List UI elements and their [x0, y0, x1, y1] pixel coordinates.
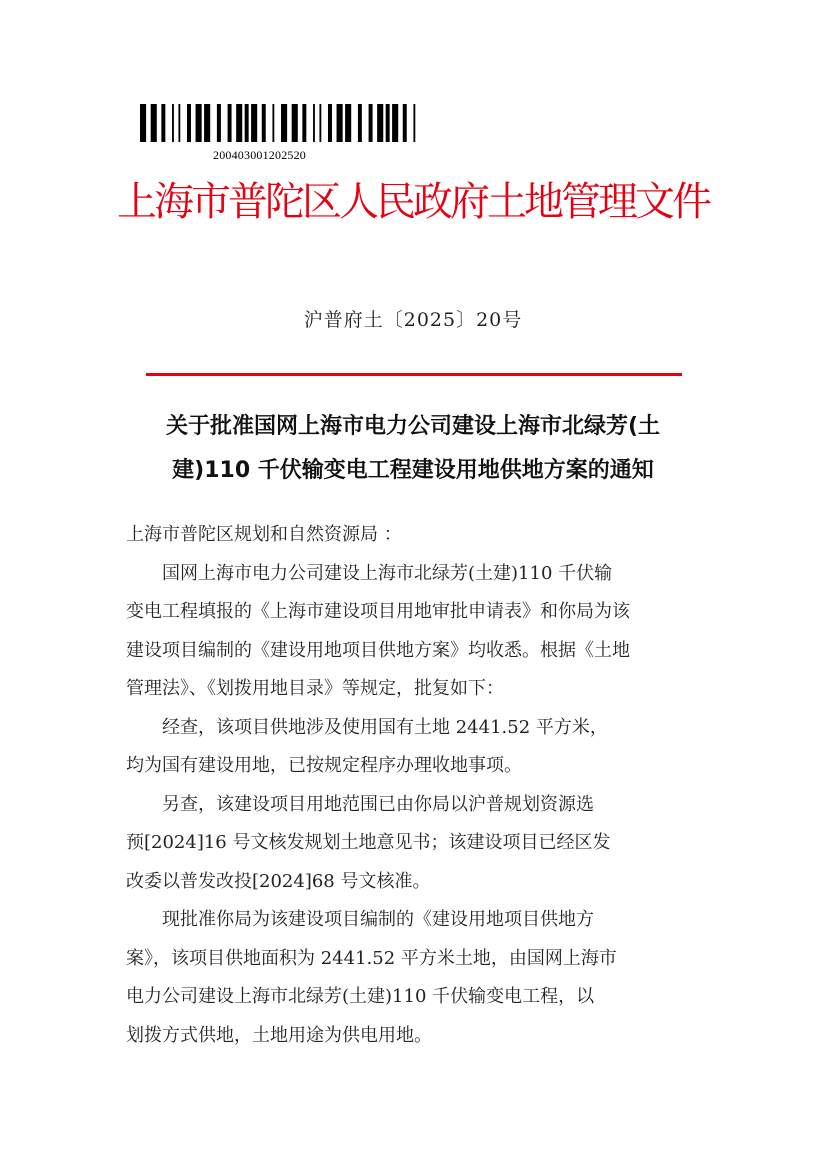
barcode-bar [403, 104, 407, 142]
paragraph [126, 555, 716, 709]
barcode-bar [245, 104, 249, 142]
title-line: 关于批准国网上海市电力公司建设上海市北绿芳(土 [165, 414, 661, 439]
barcode-bar [358, 104, 362, 142]
paragraph-line: 建设项目编制的《建设用地项目供地方案》均收悉。根据《土地 [126, 639, 630, 661]
paragraph-line: 改委以普发改投[2024]68 号文核准。 [126, 870, 431, 892]
barcode-bar [196, 104, 202, 142]
barcode-bar [187, 104, 191, 142]
barcode-bar [161, 104, 165, 142]
barcode-bar [281, 104, 287, 142]
barcode-bar [328, 104, 332, 142]
paragraph-line: 现批准你局为该建设项目编制的《建设用地项目供地方 [162, 909, 594, 930]
paragraph-line: 经查，该项目供地涉及使用国有土地 2441.52 平方米， [162, 716, 608, 738]
barcode-bar [140, 104, 146, 142]
paragraph-line: 划拨方式供地，土地用途为供电用地。 [126, 1024, 432, 1046]
paragraph-line: 电力公司建设上海市北绿芳(土建)110 千伏输变电工程，以 [126, 986, 595, 1007]
paragraph-line: 变电工程填报的《上海市建设项目用地审批申请表》和你局为该 [126, 601, 630, 622]
paragraph-line: 国网上海市电力公司建设上海市北绿芳(土建)110 千伏输 [162, 562, 613, 584]
issuer-title: 上海市普陀区人民政府土地管理文件 [117, 179, 709, 225]
addressee: 上海市普陀区规划和自然资源局 ： [126, 524, 402, 545]
barcode-bar [392, 104, 398, 142]
paragraph [126, 709, 716, 786]
barcode-bar [345, 104, 351, 142]
barcode-number: 200403001202520 [213, 148, 306, 162]
barcode-bar [337, 104, 343, 142]
barcode-bar [413, 104, 415, 142]
barcode [140, 104, 422, 142]
paragraph-line: 预[2024]16 号文核发规划土地意见书；该建设项目已经区发 [126, 832, 611, 853]
barcode-bar [377, 104, 383, 142]
barcode-bar [228, 104, 232, 142]
barcode-bar [386, 104, 390, 142]
barcode-bar [272, 104, 274, 142]
barcode-bar [217, 104, 221, 142]
barcode-bar [369, 104, 373, 142]
paragraph [126, 786, 716, 902]
paragraph [126, 901, 716, 1055]
paragraph-line: 管理法》、《划拨用地目录》等规定，批复如下： [126, 678, 504, 699]
paragraph-line: 另查，该建设项目用地范围已由你局以沪普规划资源选 [162, 793, 594, 815]
barcode-bar [251, 104, 257, 142]
barcode-bar [302, 104, 306, 142]
document-body [126, 516, 716, 1055]
barcode-bar [262, 104, 266, 142]
barcode-bar [319, 104, 321, 142]
barcode-bar [313, 104, 315, 142]
paragraph-line: 案》，该项目供地面积为 2441.52 平方米土地，由国网上海市 [126, 947, 617, 969]
barcode-bar [151, 104, 157, 142]
barcode-bar [236, 104, 242, 142]
document-title [130, 405, 696, 493]
barcode-bar [204, 104, 210, 142]
document-number: 沪普府土〔2025〕20号 [303, 309, 523, 331]
barcode-bar [292, 104, 298, 142]
title-line: 建)110 千伏输变电工程建设用地供地方案的通知 [172, 458, 654, 483]
paragraph-line: 均为国有建设用地，已按规定程序办理收地事项。 [126, 755, 522, 776]
barcode-bar [178, 104, 180, 142]
barcode-bar [172, 104, 174, 142]
red-divider [146, 373, 682, 376]
